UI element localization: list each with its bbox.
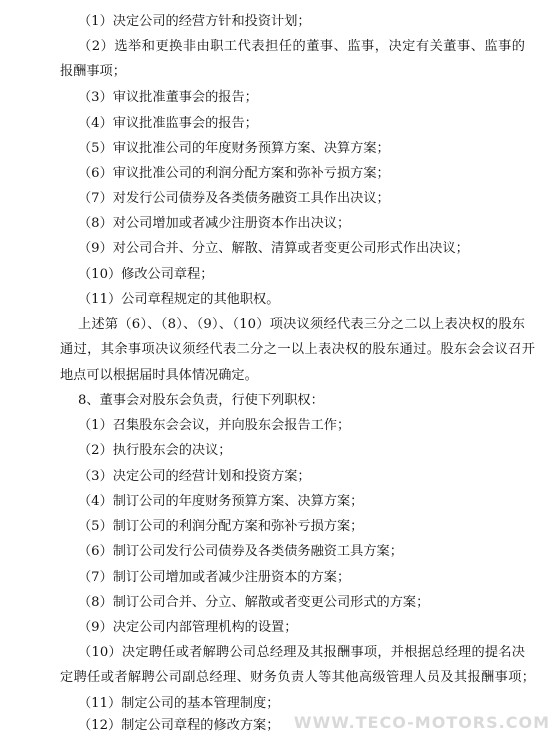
text-line: （2）执行股东会的决议； <box>78 443 232 458</box>
text-line: （2）选举和更换非由职工代表担任的董事、监事，决定有关董事、监事的 <box>78 39 525 54</box>
text-line: （11）公司章程规定的其他职权。 <box>78 292 280 307</box>
text-line: （9）对公司合并、分立、解散、清算或者变更公司形式作出决议； <box>78 241 469 256</box>
text-line: （11）制定公司的基本管理制度； <box>78 696 280 711</box>
text-line: 上述第（6）、（8）、（9）、（10）项决议须经代表三分之二以上表决权的股东 <box>78 317 525 332</box>
text-line: 报酬事项； <box>60 64 126 79</box>
text-line: （10）决定聘任或者解聘公司总经理及其报酬事项，并根据总经理的提名决 <box>78 645 525 660</box>
text-line: 通过，其余事项决议须经代表二分之一以上表决权的股东通过。股东会会议召开 <box>60 342 535 357</box>
text-line: （1）决定公司的经营方针和投资计划； <box>78 14 311 29</box>
text-line: （9）决定公司内部管理机构的设置； <box>78 620 298 635</box>
text-line: （3）决定公司的经营计划和投资方案； <box>78 469 311 484</box>
text-line: （10）修改公司章程； <box>78 267 214 282</box>
text-line: （5）审议批准公司的年度财务预算方案、决算方案； <box>78 141 390 156</box>
text-line: （5）制订公司的利润分配方案和弥补亏损方案； <box>78 519 364 534</box>
text-line: （8）制订公司合并、分立、解散或者变更公司形式的方案； <box>78 595 430 610</box>
text-line: （8）对公司增加或者减少注册资本作出决议； <box>78 216 351 231</box>
text-line: （4）审议批准监事会的报告； <box>78 116 258 131</box>
text-line: （6）审议批准公司的利润分配方案和弥补亏损方案； <box>78 166 390 181</box>
text-line: 定聘任或者解聘公司副总经理、财务负责人等其他高级管理人员及其报酬事项； <box>60 670 535 685</box>
text-line: 地点可以根据届时具体情况确定。 <box>60 368 258 383</box>
watermark: WWW.TECO-MOTORS.COM <box>293 713 550 732</box>
text-line: （12）制定公司章程的修改方案； <box>78 718 280 733</box>
text-line: （1）召集股东会会议，并向股东会报告工作； <box>78 418 351 433</box>
text-line: （3）审议批准董事会的报告； <box>78 90 258 105</box>
text-line: （7）对发行公司债券及各类债务融资工具作出决议； <box>78 191 390 206</box>
text-line: （7）制订公司增加或者减少注册资本的方案； <box>78 570 351 585</box>
text-line: （4）制订公司的年度财务预算方案、决算方案； <box>78 494 364 509</box>
text-line: （6）制订公司发行公司债券及各类债务融资工具方案； <box>78 544 403 559</box>
section-heading: 8、董事会对股东会负责，行使下列职权： <box>78 393 324 408</box>
